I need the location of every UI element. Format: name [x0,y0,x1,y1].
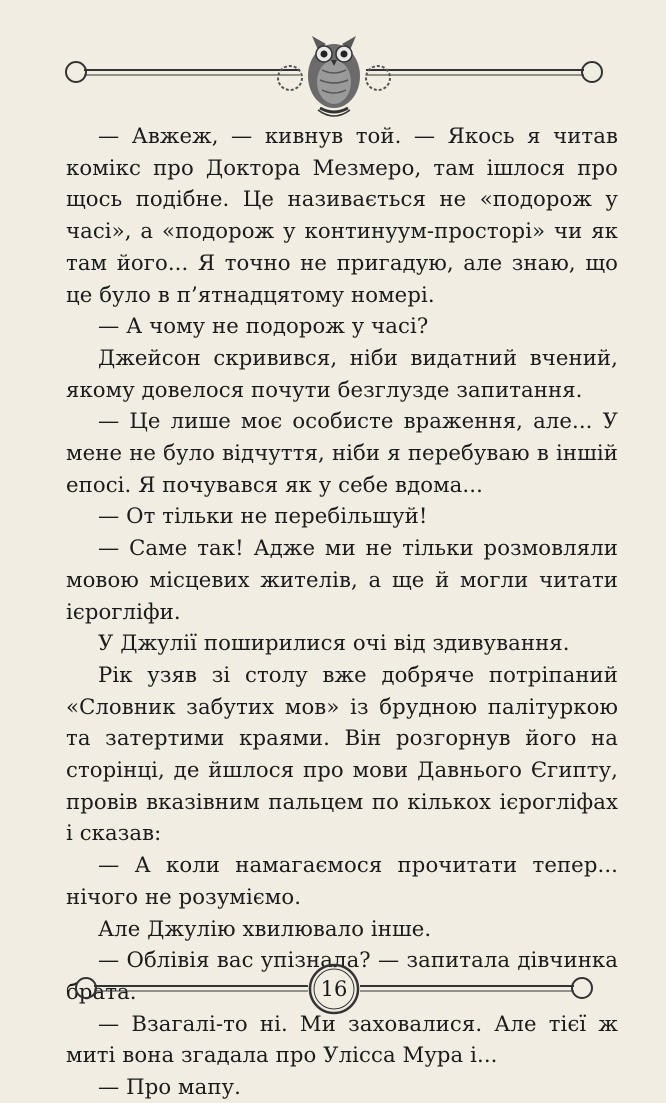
paragraph: — Взагалі-то ні. Ми заховалися. Але тієї ж миті вона згадала про Улісса Мура і... [66,1010,618,1068]
paragraph: Рік узяв зі столу вже добряче потріпаний «Словник забутих мов» із брудною палітуркою та затертими краями. Він розгорнув його на сторінці, де йшлося про мови Давнього Єгипту, провів вказівним пальцем по кількох ієрогліфах і сказав: [66,661,618,846]
paragraph: Джейсон скривився, ніби видатний вчений, якому довелося почути безглузде запитання. [66,344,618,402]
paragraph: — А коли намагаємося прочитати тепер... нічого не розуміємо. [66,852,618,909]
page-number: 16 [320,977,348,1001]
paragraph: Але Джулію хвилювало інше. [98,915,432,941]
paragraph: — Це лише моє особисте враження, але... У мене не було відчуття, ніби я перебуваю в іншій епосі. Я почувався як у себе вдома... [66,408,618,497]
paragraph: — А чому не подорож у часі? [98,313,429,339]
paragraph: — Авжеж, — кивнув той. — Якось я читав комікс про Доктора Мезмеро, там ішлося про щось подібне. Це називається не «подорож у часі», а «подорож у континуум-просторі» чи як там його... Я точно не пригадую, але знаю, що це було в п’ятнадцятому номері. [66,123,618,307]
paragraph: — Саме так! Адже ми не тільки розмовляли мовою місцевих жителів, а ще й могли читати ієрогліфи. [66,535,618,624]
paragraph: — От тільки не перебільшуй! [98,503,428,529]
paragraph: — Облівія вас упізнала? — запитала дівчинка брата. [66,947,618,1004]
owl-header-ornament [0,18,666,122]
paragraph: У Джулії поширилися очі від здивування. [98,630,570,656]
paragraph: — Про мапу. [98,1074,241,1100]
